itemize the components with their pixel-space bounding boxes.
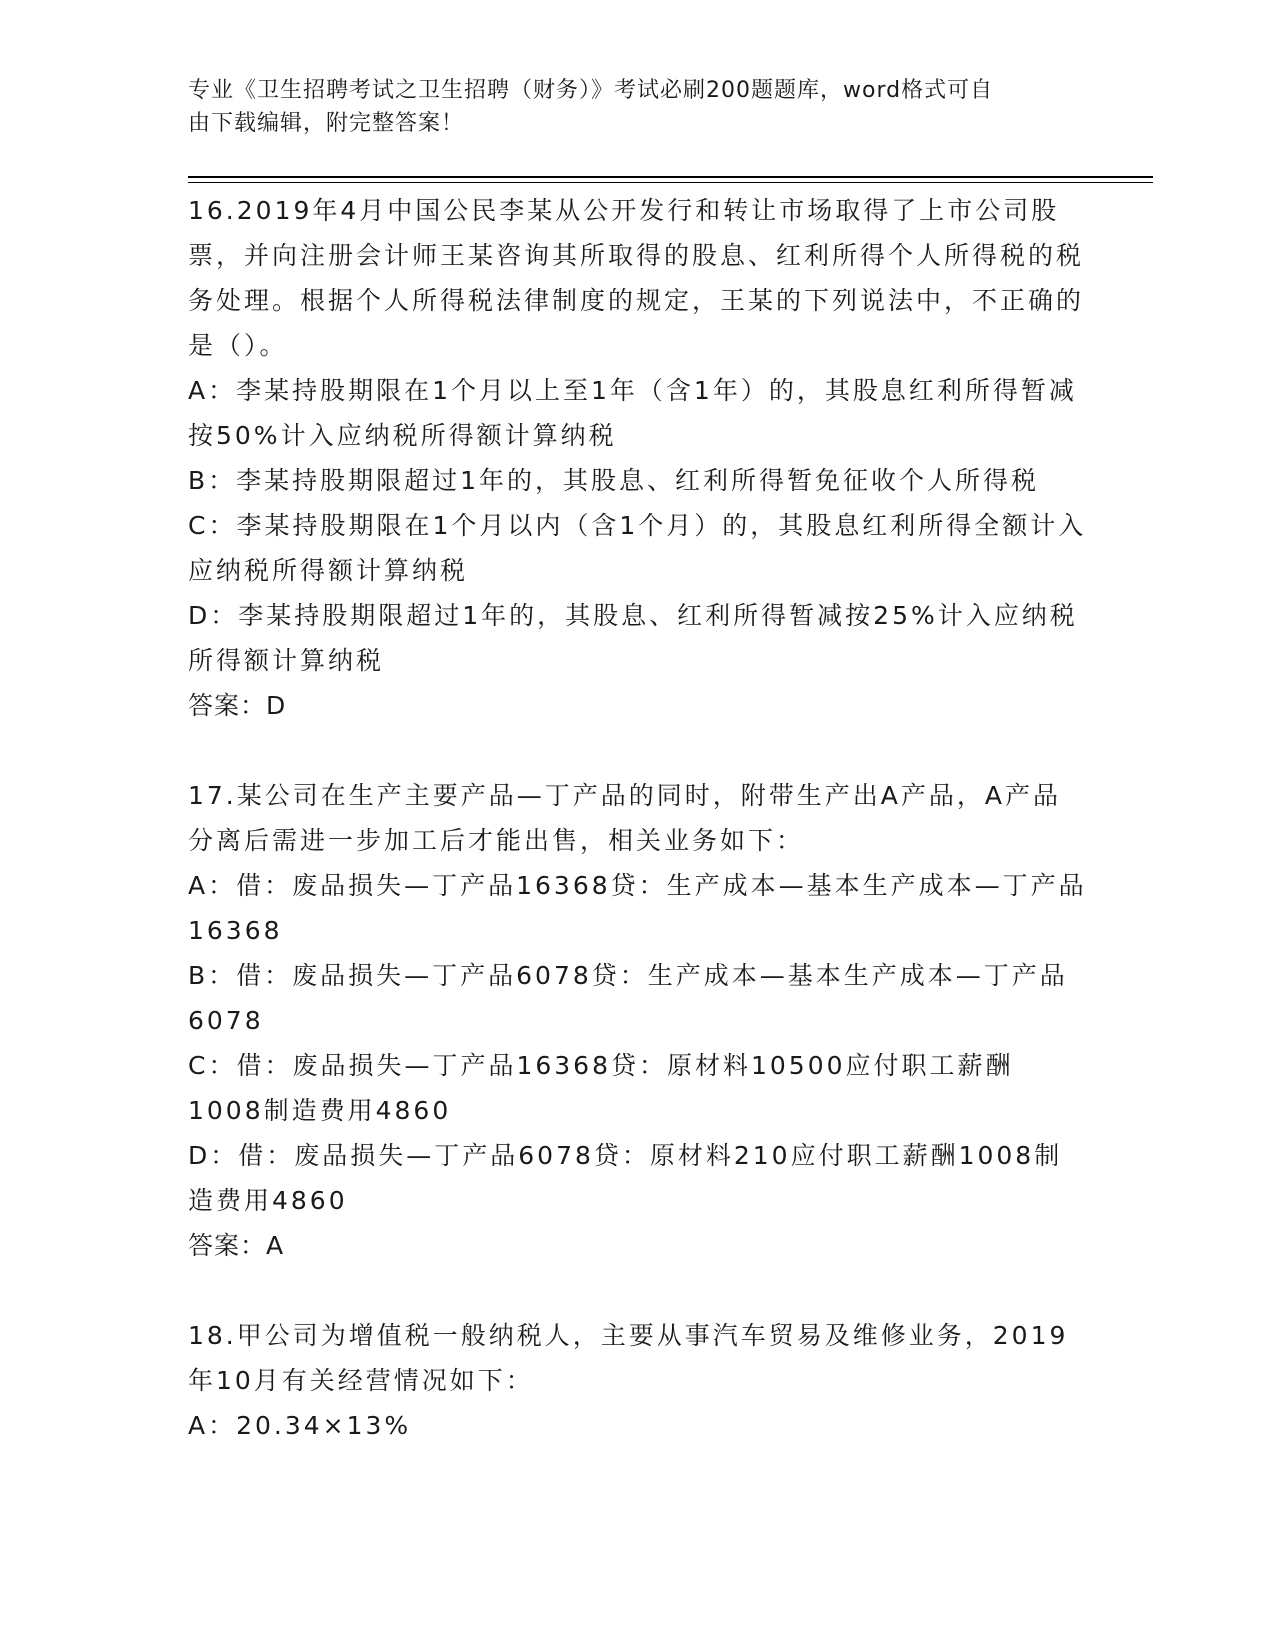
option-d: D：借：废品损失—丁产品6078贷：原材料210应付职工薪酬1008制造费用4860 (188, 1141, 1063, 1215)
option-c: C：李某持股期限在1个月以内（含1个月）的，其股息红利所得全额计入应纳税所得额计算纳税 (188, 511, 1087, 585)
question-16 (188, 188, 1088, 728)
document-header (188, 74, 1088, 140)
answer: 答案：D (188, 691, 287, 720)
option-d: D：李某持股期限超过1年的，其股息、红利所得暂减按25%计入应纳税所得额计算纳税 (188, 601, 1078, 675)
option-a: A：20.34×13% (188, 1411, 412, 1440)
header-line-2: 由下载编辑，附完整答案！ (188, 111, 465, 136)
answer: 答案：A (188, 1231, 285, 1260)
option-b: B：李某持股期限超过1年的，其股息、红利所得暂免征收个人所得税 (188, 466, 1040, 495)
option-a: A：借：废品损失—丁产品16368贷：生产成本—基本生产成本—丁产品16368 (188, 871, 1087, 945)
question-stem: 18.甲公司为增值税一般纳税人，主要从事汽车贸易及维修业务，2019年10月有关经营情况如下： (188, 1321, 1069, 1395)
header-line-1: 专业《卫生招聘考试之卫生招聘（财务）》考试必刷200题题库，word格式可自 (188, 78, 994, 103)
option-c: C：借：废品损失—丁产品16368贷：原材料10500应付职工薪酬1008制造费用4860 (188, 1051, 1014, 1125)
question-stem: 17.某公司在生产主要产品—丁产品的同时，附带生产出A产品，A产品分离后需进一步加工后才能出售，相关业务如下： (188, 781, 1061, 855)
question-list (188, 188, 1088, 1448)
header-rule-thin (188, 182, 1153, 183)
question-18 (188, 1313, 1088, 1448)
option-a: A：李某持股期限在1个月以上至1年（含1年）的，其股息红利所得暂减按50%计入应纳税所得额计算纳税 (188, 376, 1077, 450)
header-rule-thick (188, 176, 1153, 178)
question-17 (188, 773, 1088, 1268)
question-stem: 16.2019年4月中国公民李某从公开发行和转让市场取得了上市公司股票，并向注册会计师王某咨询其所取得的股息、红利所得个人所得税的税务处理。根据个人所得税法律制度的规定，王某的下列说法中，不正确的是（）。 (188, 196, 1085, 360)
option-b: B：借：废品损失—丁产品6078贷：生产成本—基本生产成本—丁产品6078 (188, 961, 1068, 1035)
